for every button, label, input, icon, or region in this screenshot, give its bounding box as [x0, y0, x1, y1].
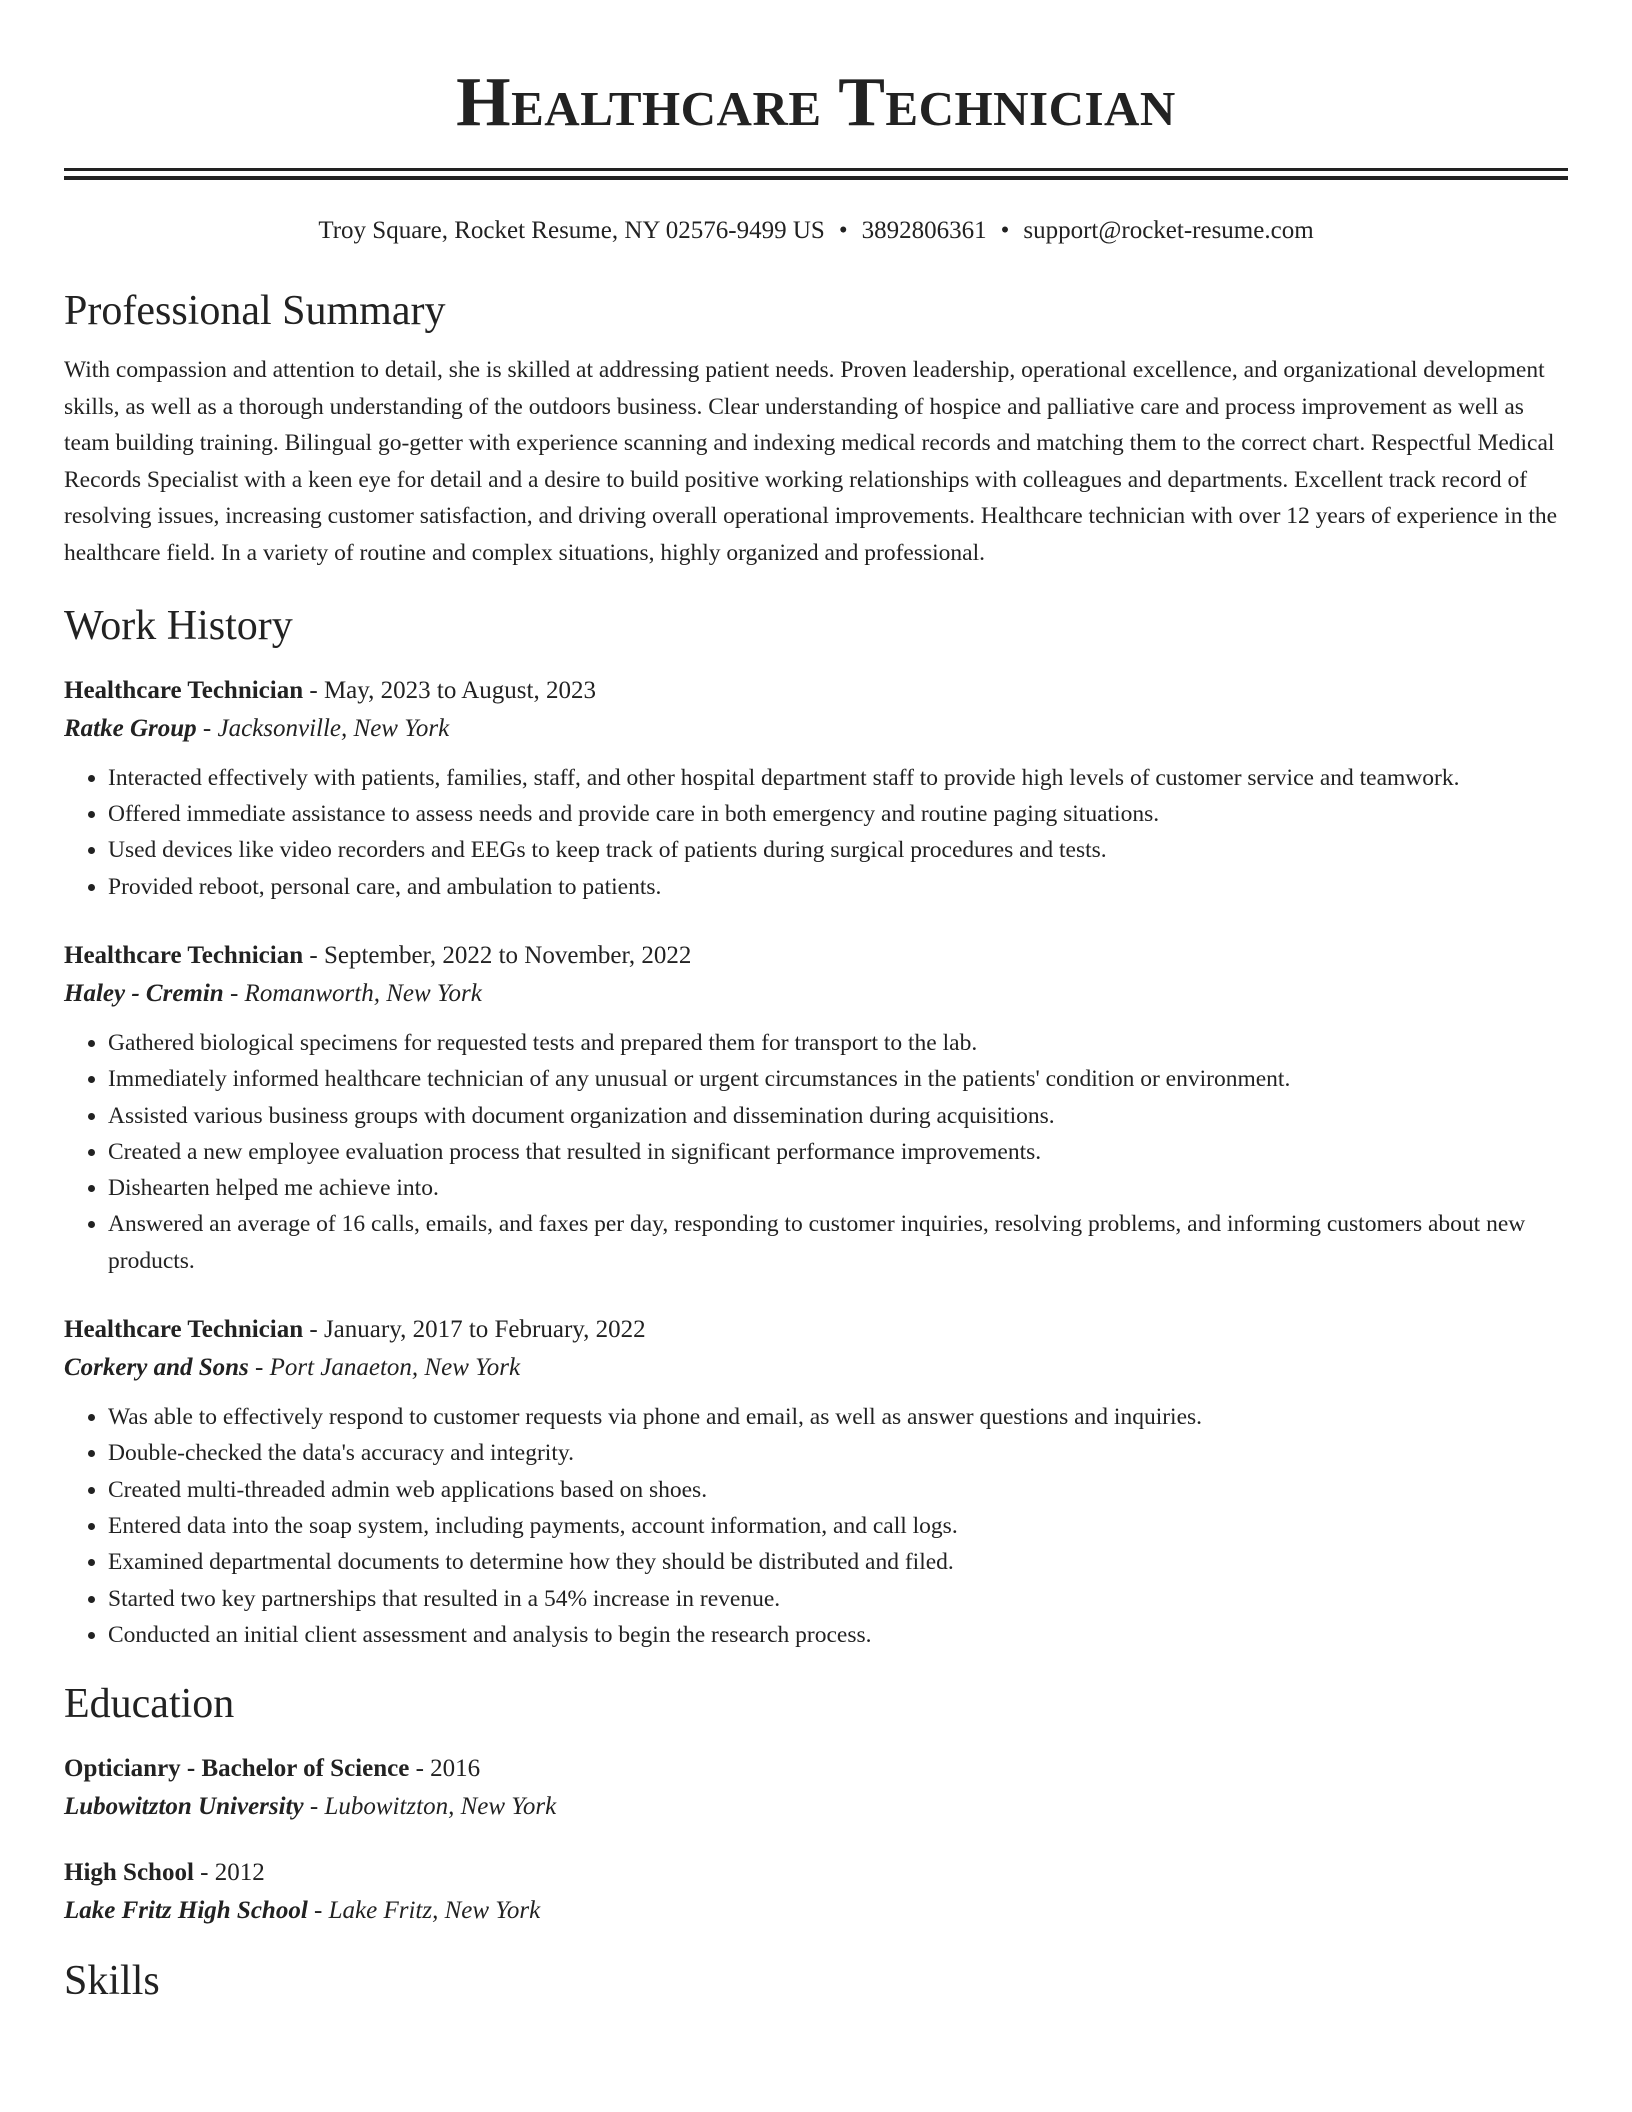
education-degree: High School: [64, 1858, 194, 1886]
job-location: - Port Janaeton, New York: [248, 1354, 521, 1382]
job-bullet: • Interacted effectively with patients, families, staff, and other hospital department staff to provide high levels of customer service and teamwork.: [108, 760, 1568, 796]
education-heading: [64, 1754, 1568, 1784]
job-bullets: [64, 1399, 1568, 1653]
education-entry: [64, 1858, 1568, 1926]
section-title-education: Education: [64, 1681, 235, 1728]
contact-phone: 3892806361: [861, 217, 987, 244]
job-employer: [64, 714, 1568, 744]
job-entry: [64, 676, 1568, 905]
job-bullet: • Assisted various business groups with document organization and dissemination during acquisitions.: [108, 1098, 1568, 1134]
resume-name: Healthcare Technician: [456, 64, 1176, 141]
job-dates: - January, 2017 to February, 2022: [303, 1316, 646, 1344]
section-title-summary: Professional Summary: [64, 288, 446, 334]
education-location: - Lake Fritz, New York: [307, 1896, 541, 1924]
job-bullet: • Answered an average of 16 calls, emails, and faxes per day, responding to customer inquiries, resolving problems, and informing customers about new products.: [108, 1206, 1568, 1279]
education-school: Lubowitzton University: [64, 1792, 304, 1820]
job-bullet: • Entered data into the soap system, including payments, account information, and call logs.: [108, 1508, 1568, 1544]
job-bullets: [64, 760, 1568, 905]
contact-separator: •: [838, 217, 848, 244]
job-location: - Romanworth, New York: [223, 979, 482, 1007]
job-bullet: • Provided reboot, personal care, and ambulation to patients.: [108, 869, 1568, 905]
education-location: - Lubowitzton, New York: [303, 1792, 557, 1820]
job-bullet: • Offered immediate assistance to assess needs and provide care in both emergency and routine paging situations.: [108, 796, 1568, 832]
job-bullet: • Double-checked the data's accuracy and integrity.: [108, 1435, 1568, 1471]
job-dates: - May, 2023 to August, 2023: [303, 676, 596, 704]
job-bullet: • Used devices like video recorders and EEGs to keep track of patients during surgical procedures and tests.: [108, 832, 1568, 868]
job-bullet: • Created multi-threaded admin web applications based on shoes.: [108, 1472, 1568, 1508]
job-entry: [64, 1315, 1568, 1653]
job-employer: [64, 979, 1568, 1009]
job-location: - Jacksonville, New York: [196, 714, 450, 742]
job-heading: [64, 941, 1568, 971]
header-divider: [64, 168, 1568, 180]
job-bullets: [64, 1025, 1568, 1279]
contact-separator: •: [1000, 217, 1010, 244]
job-bullet: • Immediately informed healthcare technician of any unusual or urgent circumstances in the patients' condition or environment.: [108, 1061, 1568, 1097]
education-year: - 2012: [193, 1858, 265, 1886]
contact-line: [64, 216, 1568, 246]
section-title-skills: Skills: [64, 1957, 160, 2004]
job-heading: [64, 676, 1568, 706]
job-entry: [64, 941, 1568, 1279]
job-bullet: • Dishearten helped me achieve into.: [108, 1170, 1568, 1206]
job-bullet: • Examined departmental documents to determine how they should be distributed and filed.: [108, 1544, 1568, 1580]
education-year: - 2016: [409, 1754, 481, 1782]
contact-email: support@rocket-resume.com: [1023, 217, 1314, 244]
job-heading: [64, 1315, 1568, 1345]
job-dates: - September, 2022 to November, 2022: [303, 941, 692, 969]
job-title: Healthcare Technician: [64, 941, 304, 969]
job-title: Healthcare Technician: [64, 1316, 304, 1344]
job-bullet: • Conducted an initial client assessment and analysis to begin the research process.: [108, 1617, 1568, 1653]
job-bullet: • Gathered biological specimens for requested tests and prepared them for transport to the lab.: [108, 1025, 1568, 1061]
summary-text: With compassion and attention to detail, she is skilled at addressing patient needs. Proven leadership, operational excellence, and organizational development skills, as well as a thorough understanding of the outdoors business. Clear understanding of hospice and palliative care and process improvement as well as team building training. Bilingual go-getter with experience scanning and indexing medical records and matching them to the correct chart. Respectful Medical Records Specialist with a keen eye for detail and a desire to build positive working relationships with colleagues and departments. Excellent track record of resolving issues, increasing customer satisfaction, and driving overall operational improvements. Healthcare technician with over 12 years of experience in the healthcare field. In a variety of routine and complex situations, highly organized and professional.: [64, 357, 1558, 566]
section-title-work: Work History: [64, 603, 293, 650]
job-bullet: • Started two key partnerships that resulted in a 54% increase in revenue.: [108, 1581, 1568, 1617]
job-bullet: • Was able to effectively respond to customer requests via phone and email, as well as answer questions and inquiries.: [108, 1399, 1568, 1435]
job-company: Ratke Group: [64, 714, 197, 742]
job-company: Corkery and Sons: [64, 1354, 249, 1382]
education-heading: [64, 1858, 1568, 1888]
job-title: Healthcare Technician: [64, 676, 304, 704]
education-degree: Opticianry - Bachelor of Science: [64, 1754, 410, 1782]
job-employer: [64, 1353, 1568, 1383]
contact-address: Troy Square, Rocket Resume, NY 02576-9499 US: [318, 217, 825, 244]
education-entry: [64, 1754, 1568, 1822]
education-school-line: [64, 1896, 1568, 1926]
job-company: Haley - Cremin: [64, 979, 224, 1007]
education-school-line: [64, 1792, 1568, 1822]
education-school: Lake Fritz High School: [64, 1896, 308, 1924]
job-bullet: • Created a new employee evaluation process that resulted in significant performance improvements.: [108, 1134, 1568, 1170]
